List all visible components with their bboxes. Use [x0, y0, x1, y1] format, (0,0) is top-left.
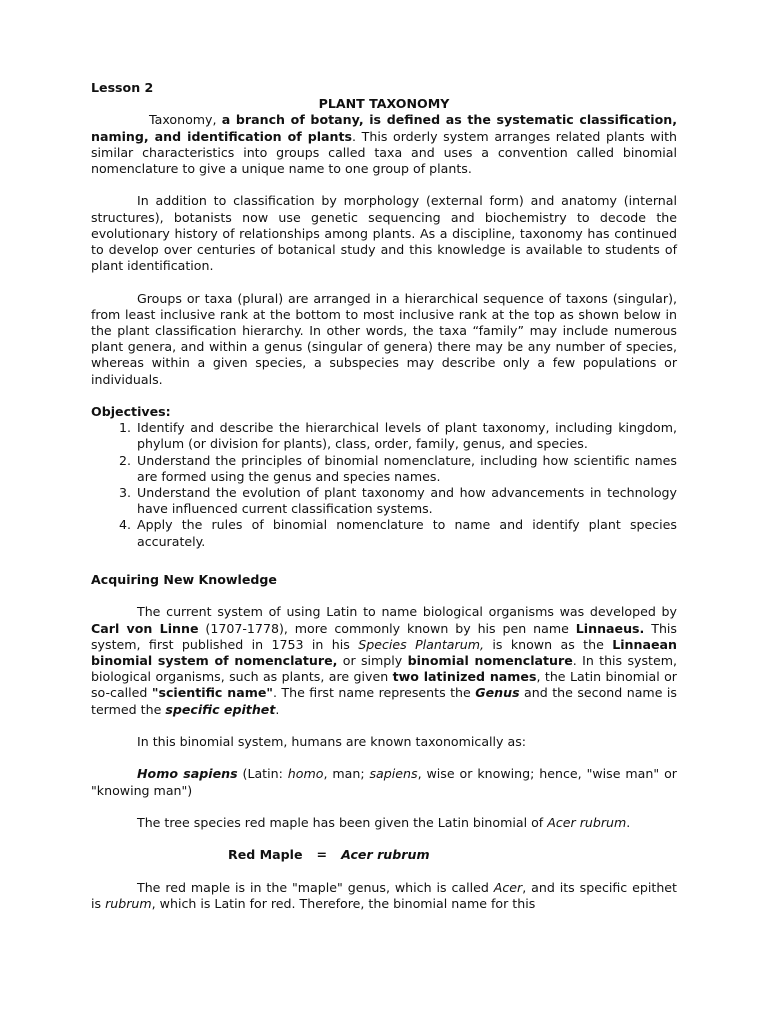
text-run: and the second name is termed the	[91, 685, 677, 717]
bold-italic-run: Genus	[475, 685, 520, 701]
objective-item: 1. Identify and describe the hierarchical levels of plant taxonomy, including kingdom, phylum (or division for plants), class, order, family, genus, and species.	[135, 420, 677, 452]
spacer	[91, 588, 677, 604]
bold-run: Linnaean binomial system of nomenclature,	[91, 636, 677, 669]
spacer	[91, 831, 677, 847]
italic-run: rubrum	[105, 896, 152, 911]
intro-rest: . This orderly system arranges related plants with similar characteristics into groups called taxa and uses a convention called binomial nomenclature to give a unique name to one group of plants.	[91, 128, 677, 177]
spacer	[91, 388, 677, 404]
objective-item: 2. Understand the principles of binomial nomenclature, including how scientific names are formed using the genus and species names.	[135, 453, 677, 485]
text-run: . In this system, biological organisms, such as plants, are given	[91, 653, 677, 685]
text-run: The current system of using Latin to name biological organisms was developed by	[137, 604, 677, 620]
species-name: Homo sapiens	[137, 766, 238, 782]
text-run: , and its specific epithet is	[91, 879, 677, 911]
bold-run: binomial nomenclature	[407, 653, 573, 669]
morphology-paragraph: In addition to classification by morphology (external form) and anatomy (internal structures), botanists now use genetic sequencing and biochemistry to decode the evolutionary history of relationships among plants. As a discipline, taxonomy has continued to develop over centuries of botanical study and this knowledge is available to students of plant identification.	[91, 193, 677, 274]
text-run: .	[275, 701, 280, 717]
spacer	[91, 550, 677, 566]
binomial-name: Acer rubrum	[341, 847, 430, 863]
bold-run: "scientific name"	[151, 685, 273, 701]
text-run: , man;	[323, 766, 370, 782]
spacer	[91, 864, 677, 880]
objective-item: 3. Understand the evolution of plant taxonomy and how advancements in technology have influenced current classification systems.	[135, 485, 677, 517]
text-run: (1707-1778), more commonly known by his pen name	[198, 620, 576, 636]
objectives-list	[91, 420, 677, 550]
text-run: (Latin:	[237, 766, 288, 782]
italic-run: homo	[287, 766, 324, 782]
text-run: .	[626, 815, 631, 831]
intro-paragraph	[91, 112, 677, 177]
page-title: PLANT TAXONOMY	[318, 96, 450, 112]
text-run: This system, first published in 1753 in his	[91, 620, 677, 652]
text-run: is known as the	[483, 636, 613, 652]
taxa-paragraph: Groups or taxa (plural) are arranged in a hierarchical sequence of taxons (singular), from least inclusive rank at the bottom to most inclusive rank at the top as shown below in the plant classification hierarchy. In other words, the taxa “family” may include numerous plant genera, and within a genus (singular of genera) there may be any number of species, whereas within a given species, a subspecies may describe only a few populations or individuals.	[91, 290, 677, 387]
spacer	[91, 274, 677, 290]
humans-line: In this binomial system, humans are known taxonomically as:	[137, 734, 527, 750]
lesson-label: Lesson 2	[91, 80, 154, 95]
section-heading: Acquiring New Knowledge	[91, 572, 277, 588]
italic-run: Acer	[493, 879, 523, 895]
text-run: The red maple is in the "maple" genus, which is called	[137, 879, 494, 895]
common-name: Red Maple	[228, 847, 303, 863]
italic-run: sapiens	[369, 766, 418, 782]
text-run: , the Latin binomial or so-called	[91, 669, 677, 701]
bold-italic-run: specific epithet	[165, 701, 276, 717]
intro-definition: a branch of botany, is defined as the systematic classification, naming, and identification of plants	[91, 112, 677, 144]
document-page	[91, 80, 677, 912]
text-run: , wise or knowing; hence, "wise man" or "knowing man")	[91, 766, 677, 798]
maple-genus-paragraph	[91, 880, 677, 912]
text-run: or simply	[337, 653, 408, 669]
italic-run: Species Plantarum,	[358, 636, 484, 652]
homo-sapiens-paragraph	[91, 766, 677, 798]
spacer	[91, 177, 677, 193]
text-run: . The first name represents the	[272, 685, 476, 701]
spacer	[91, 799, 677, 815]
bold-run: Linnaeus.	[575, 620, 645, 636]
objective-item: 4. Apply the rules of binomial nomenclature to name and identify plant species accurately.	[135, 517, 677, 549]
red-maple-equation	[91, 847, 677, 863]
italic-run: Acer rubrum	[547, 815, 627, 831]
text-run: The tree species red maple has been given the Latin binomial of	[137, 815, 548, 831]
objectives-label: Objectives:	[91, 404, 171, 420]
equals-sign: =	[316, 847, 328, 863]
intro-lead: Taxonomy,	[149, 112, 222, 128]
bold-run: Carl von Linne	[91, 620, 199, 636]
text-run: , which is Latin for red. Therefore, the binomial name for this	[151, 896, 536, 911]
linnaeus-paragraph	[91, 604, 677, 717]
spacer	[91, 718, 677, 734]
bold-run: two latinized names	[392, 669, 537, 685]
red-maple-paragraph	[91, 815, 677, 831]
spacer	[91, 750, 677, 766]
